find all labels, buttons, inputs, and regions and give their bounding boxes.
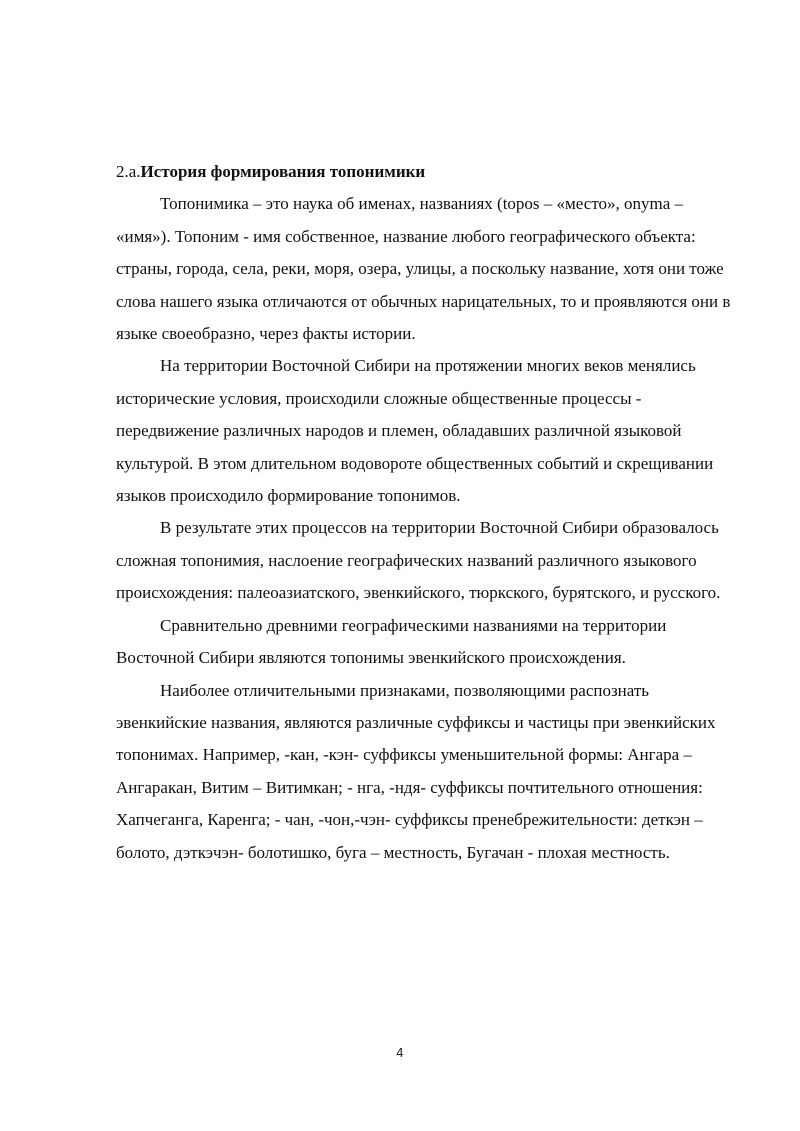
paragraph-suffixes: Наиболее отличительными признаками, позволяющими распознать эвенкийские названия, являются различные суффиксы и частицы при эвенкийских топонимах. Например, -кан, -кэн- суффиксы уменьшительной формы: Ангара – Ангаракан, Витим – Витимкан; - нга, -ндя- суффиксы почтительного отношения: Хапчеганга, Каренга; - чан, -чон,-чэн- суффиксы пренебрежительности: деткэн – болото, дэткэчэн- болотишко, буга – местность, Бугачан - плохая местность. (116, 680, 716, 862)
paragraph-result: В результате этих процессов на территории Восточной Сибири образовалось сложная топонимия, наслоение географических названий различного языкового происхождения: палеоазиатского, эвенкийского, тюркского, бурятского, и русского. (116, 518, 721, 603)
section-heading (116, 156, 736, 188)
section-number: 2.а. (116, 162, 141, 181)
page-number: 4 (396, 1046, 404, 1060)
paragraph-history: На территории Восточной Сибири на протяжении многих веков менялись исторические условия, происходили сложные общественные процессы - передвижение различных народов и племен, обладавших различной языковой культурой. В этом длительном водовороте общественных событий и скрещивании языков происходило формирование топонимов. (116, 356, 714, 506)
paragraph-definition: Топонимика – это наука об именах, названиях (topos – «место», onyma – «имя»). Топоним - имя собственное, название любого географического объекта: страны, города, села, реки, моря, озера, улицы, а поскольку название, хотя они тоже слова нашего языка отличаются от обычных нарицательных, то и проявляются они в языке своеобразно, через факты истории. (116, 194, 731, 344)
paragraph-evenki: Сравнительно древними географическими названиями на территории Восточной Сибири являются топонимы эвенкийского происхождения. (116, 615, 667, 668)
section-title: История формирования топонимики (140, 162, 426, 181)
page-content (116, 156, 736, 869)
